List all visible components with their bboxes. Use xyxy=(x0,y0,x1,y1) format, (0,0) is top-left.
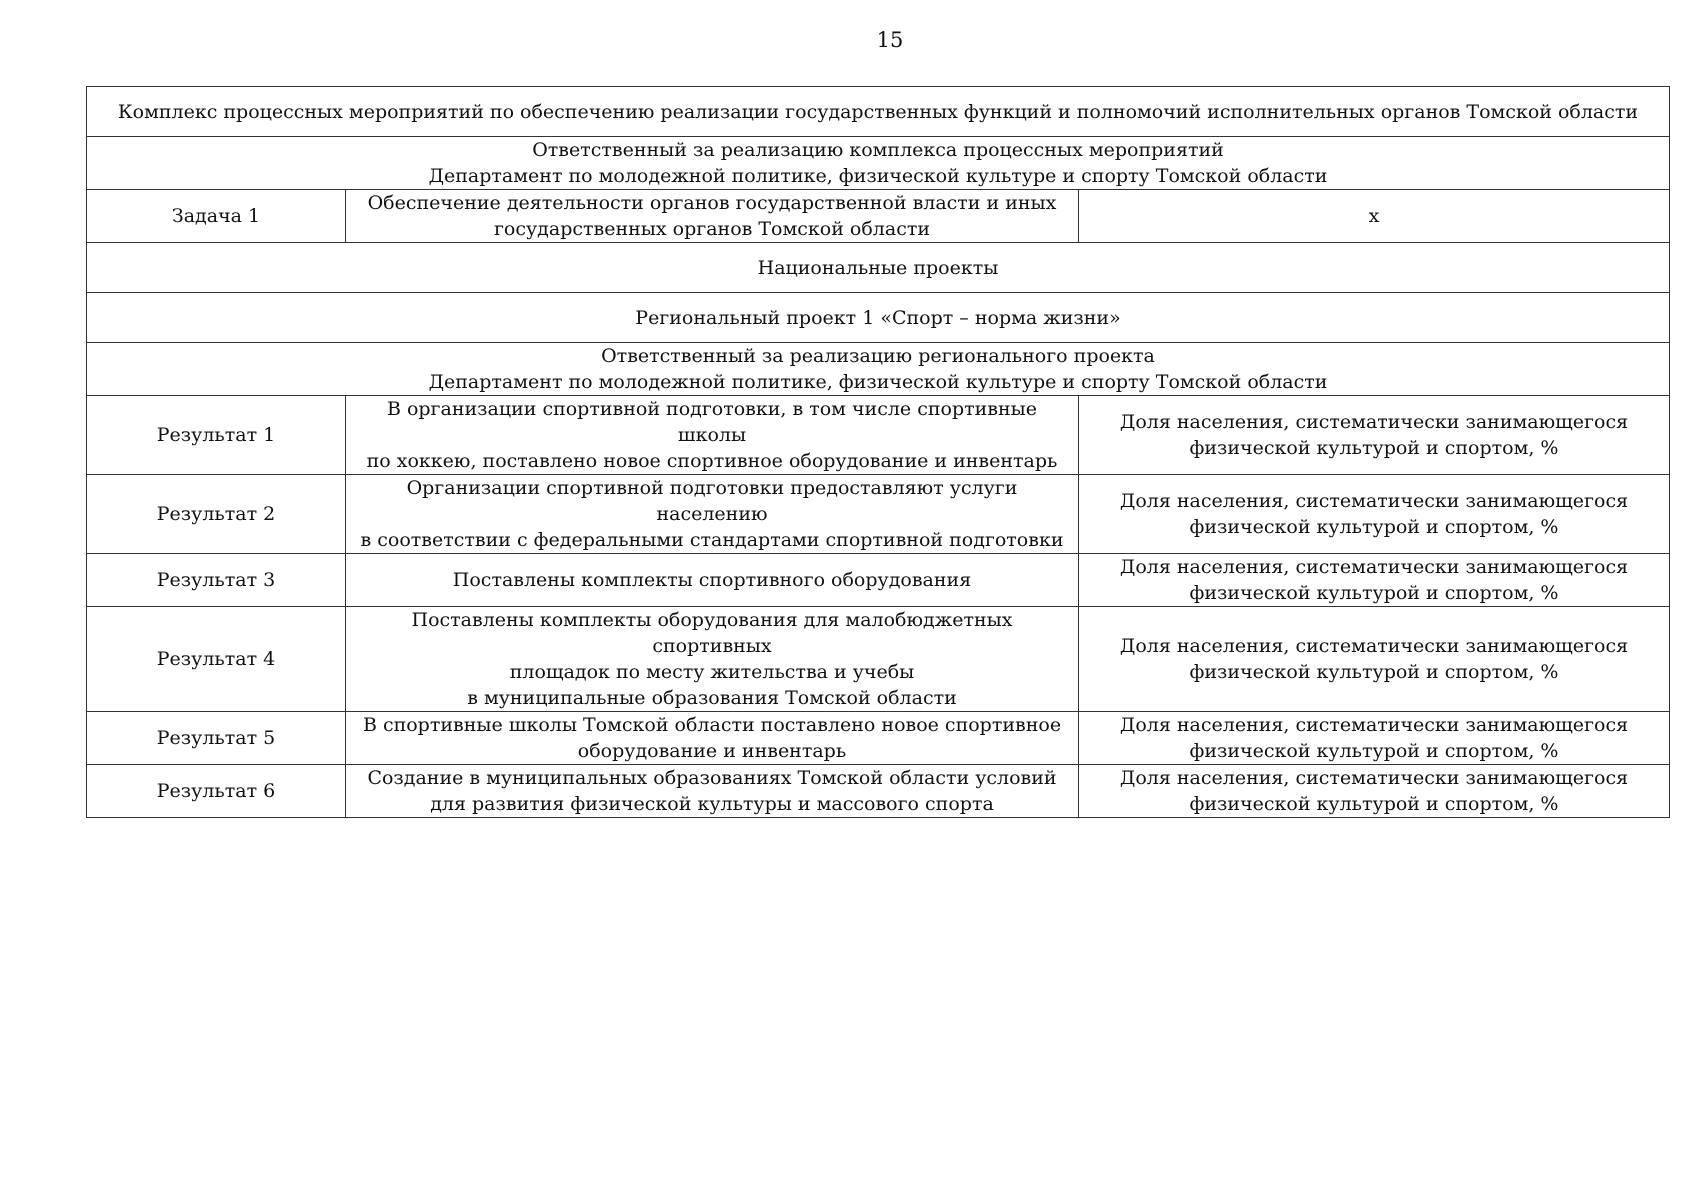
result-indicator: Доля населения, систематически занимающегося физической культурой и спортом, % xyxy=(1079,396,1670,475)
page-number: 15 xyxy=(876,28,904,52)
task-description: Обеспечение деятельности органов государственной власти и иных государственных органов Томской области xyxy=(346,190,1079,243)
national-projects-row xyxy=(87,243,1670,293)
result-row xyxy=(87,765,1670,818)
result-label: Результат 1 xyxy=(87,396,346,475)
result-label: Результат 3 xyxy=(87,554,346,607)
result-row xyxy=(87,554,1670,607)
complex-title-row xyxy=(87,87,1670,137)
result-indicator: Доля населения, систематически занимающегося физической культурой и спортом, % xyxy=(1079,475,1670,554)
regional-project-title: Региональный проект 1 «Спорт – норма жизни» xyxy=(87,293,1670,343)
result-description: Создание в муниципальных образованиях Томской области условий для развития физической культуры и массового спорта xyxy=(346,765,1079,818)
complex-title: Комплекс процессных мероприятий по обеспечению реализации государственных функций и полномочий исполнительных органов Томской области xyxy=(87,87,1670,137)
result-row xyxy=(87,607,1670,712)
task-row xyxy=(87,190,1670,243)
national-projects-heading: Национальные проекты xyxy=(87,243,1670,293)
complex-responsible: Ответственный за реализацию комплекса процессных мероприятий Департамент по молодежной политике, физической культуре и спорту Томской области xyxy=(87,137,1670,190)
result-row xyxy=(87,712,1670,765)
result-indicator: Доля населения, систематически занимающегося физической культурой и спортом, % xyxy=(1079,607,1670,712)
result-label: Результат 6 xyxy=(87,765,346,818)
result-description: Поставлены комплекты спортивного оборудования xyxy=(346,554,1079,607)
task-label: Задача 1 xyxy=(87,190,346,243)
result-row xyxy=(87,396,1670,475)
task-indicator: х xyxy=(1079,190,1670,243)
result-indicator: Доля населения, систематически занимающегося физической культурой и спортом, % xyxy=(1079,765,1670,818)
result-row xyxy=(87,475,1670,554)
result-indicator: Доля населения, систематически занимающегося физической культурой и спортом, % xyxy=(1079,554,1670,607)
result-label: Результат 2 xyxy=(87,475,346,554)
program-structure-table xyxy=(86,86,1670,818)
result-description: Организации спортивной подготовки предоставляют услуги населению в соответствии с федеральными стандартами спортивной подготовки xyxy=(346,475,1079,554)
regional-project-responsible-row xyxy=(87,343,1670,396)
result-description: В спортивные школы Томской области поставлено новое спортивное оборудование и инвентарь xyxy=(346,712,1079,765)
regional-project-responsible: Ответственный за реализацию регионального проекта Департамент по молодежной политике, физической культуре и спорту Томской области xyxy=(87,343,1670,396)
result-label: Результат 4 xyxy=(87,607,346,712)
complex-responsible-row xyxy=(87,137,1670,190)
result-description: В организации спортивной подготовки, в том числе спортивные школы по хоккею, поставлено новое спортивное оборудование и инвентарь xyxy=(346,396,1079,475)
regional-project-row xyxy=(87,293,1670,343)
result-indicator: Доля населения, систематически занимающегося физической культурой и спортом, % xyxy=(1079,712,1670,765)
result-description: Поставлены комплекты оборудования для малобюджетных спортивных площадок по месту жительства и учебы в муниципальные образования Томской области xyxy=(346,607,1079,712)
result-label: Результат 5 xyxy=(87,712,346,765)
